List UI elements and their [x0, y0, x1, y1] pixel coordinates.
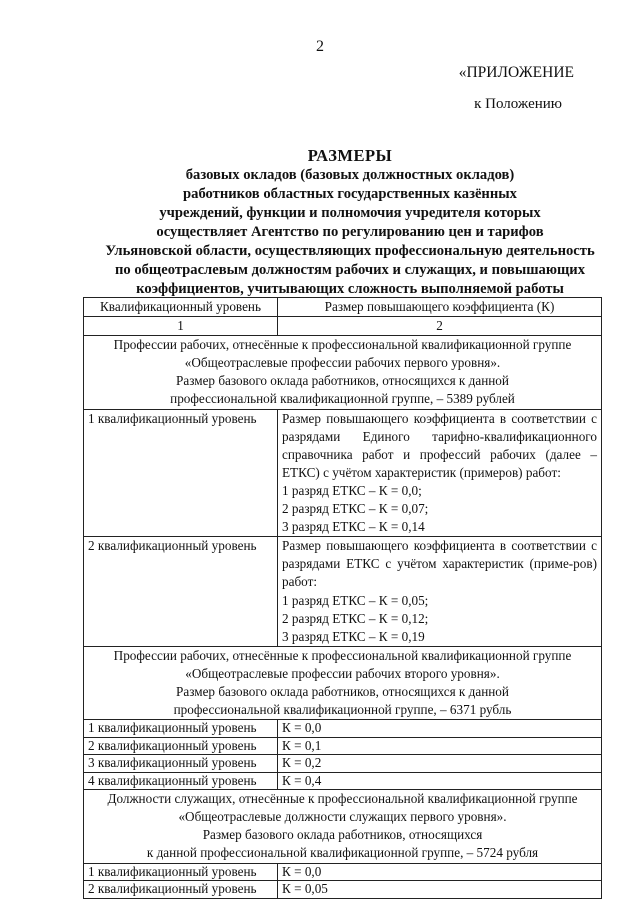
column-number: 1: [84, 317, 278, 336]
coefficient-cell: [278, 537, 602, 647]
grade-item: 3 разряд ЕТКС – К = 0,14: [282, 519, 425, 535]
group-header-row: [84, 790, 602, 863]
group-header-row: [84, 646, 602, 719]
coefficient-value: К = 0,0: [278, 720, 602, 738]
coefficient-cell: [278, 409, 602, 537]
coefficient-description: Размер повышающего коэффициента в соответствии с разрядами Единого тарифно-квалификационного справочника работ и профессий рабочих (далее – ЕТКС) с учётом характеристик (примеров) работ:: [282, 410, 597, 480]
table-row: [84, 772, 602, 790]
column-number-row: [84, 317, 602, 336]
group-header-line: «Общеотраслевые профессии рабочих первого уровня».: [184, 355, 501, 371]
qualification-level: 1 квалификационный уровень: [84, 863, 278, 881]
heading-line: Ульяновской области, осуществляющих профессиональную деятельность: [105, 243, 595, 259]
grade-item: 2 разряд ЕТКС – К = 0,07;: [282, 501, 429, 517]
table-row: [84, 737, 602, 755]
table-row: [84, 881, 602, 899]
group-header-line: Профессии рабочих, отнесённые к профессиональной квалификационной группе: [113, 647, 572, 663]
qualification-level: 2 квалификационный уровень: [84, 537, 278, 647]
heading-line: по общеотраслевым должностям рабочих и служащих, и повышающих: [114, 262, 586, 278]
qualification-level: 1 квалификационный уровень: [84, 409, 278, 537]
table-row: [84, 409, 602, 537]
group-header-line: Размер базового оклада работников, относящихся: [202, 827, 483, 843]
group-header-line: профессиональной квалификационной группе, – 6371 рубль: [173, 702, 512, 718]
qualification-level: 4 квалификационный уровень: [84, 772, 278, 790]
grade-item: 3 разряд ЕТКС – К = 0,19: [282, 628, 425, 644]
group-header-line: «Общеотраслевые профессии рабочих второго уровня».: [185, 665, 500, 681]
group-header-line: Должности служащих, отнесённые к профессиональной квалификационной группе: [107, 791, 578, 807]
table-row: [84, 863, 602, 881]
page-number: 2: [316, 38, 324, 55]
heading-line: базовых окладов (базовых должностных окладов): [185, 167, 515, 183]
group-header-line: Размер базового оклада работников, относящихся к данной: [176, 373, 509, 389]
table-row: [84, 720, 602, 738]
group-header: [84, 646, 602, 719]
column-header-coefficient: Размер повышающего коэффициента (К): [278, 298, 602, 317]
grade-item: 1 разряд ЕТКС – К = 0,05;: [282, 592, 429, 608]
qualification-level: 2 квалификационный уровень: [84, 881, 278, 899]
column-header-level: Квалификационный уровень: [84, 298, 278, 317]
appendix-title: «ПРИЛОЖЕНИЕ: [458, 64, 574, 81]
coefficient-value: К = 0,05: [278, 881, 602, 899]
qualification-level: 3 квалификационный уровень: [84, 755, 278, 773]
group-header-line: к данной профессиональной квалификационной группе, – 5724 рубля: [146, 845, 539, 861]
group-header-line: Размер базового оклада работников, относящихся к данной: [176, 683, 509, 699]
table-row: [84, 537, 602, 647]
appendix-subtitle: к Положению: [474, 96, 562, 112]
coefficient-description: Размер повышающего коэффициента в соответствии с разрядами ЕТКС с учётом характеристик (приме-ров) работ:: [282, 538, 597, 590]
table-row: [84, 755, 602, 773]
document-heading: [60, 146, 640, 299]
qualification-level: 2 квалификационный уровень: [84, 737, 278, 755]
coefficient-value: К = 0,0: [278, 863, 602, 881]
group-header: [84, 336, 602, 409]
group-header-line: профессиональной квалификационной группе, – 5389 рублей: [170, 391, 515, 407]
qualification-level: 1 квалификационный уровень: [84, 720, 278, 738]
heading-line: коэффициентов, учитывающих сложность выполняемой работы: [136, 281, 564, 297]
table-header-row: [84, 298, 602, 317]
document-title: РАЗМЕРЫ: [307, 146, 393, 165]
column-number: 2: [278, 317, 602, 336]
heading-line: работников областных государственных казённых: [183, 186, 517, 202]
grade-item: 1 разряд ЕТКС – К = 0,0;: [282, 482, 422, 498]
heading-line: осуществляет Агентство по регулированию цен и тарифов: [156, 224, 544, 240]
group-header: [84, 790, 602, 863]
grade-item: 2 разряд ЕТКС – К = 0,12;: [282, 610, 429, 626]
group-header-line: «Общеотраслевые должности служащих первого уровня».: [178, 809, 507, 825]
heading-line: учреждений, функции и полномочия учредителя которых: [159, 205, 541, 221]
coefficient-value: К = 0,2: [278, 755, 602, 773]
coefficient-value: К = 0,1: [278, 737, 602, 755]
group-header-line: Профессии рабочих, отнесённые к профессиональной квалификационной группе: [113, 337, 572, 353]
coefficient-table: [83, 297, 602, 899]
group-header-row: [84, 336, 602, 409]
coefficient-value: К = 0,4: [278, 772, 602, 790]
